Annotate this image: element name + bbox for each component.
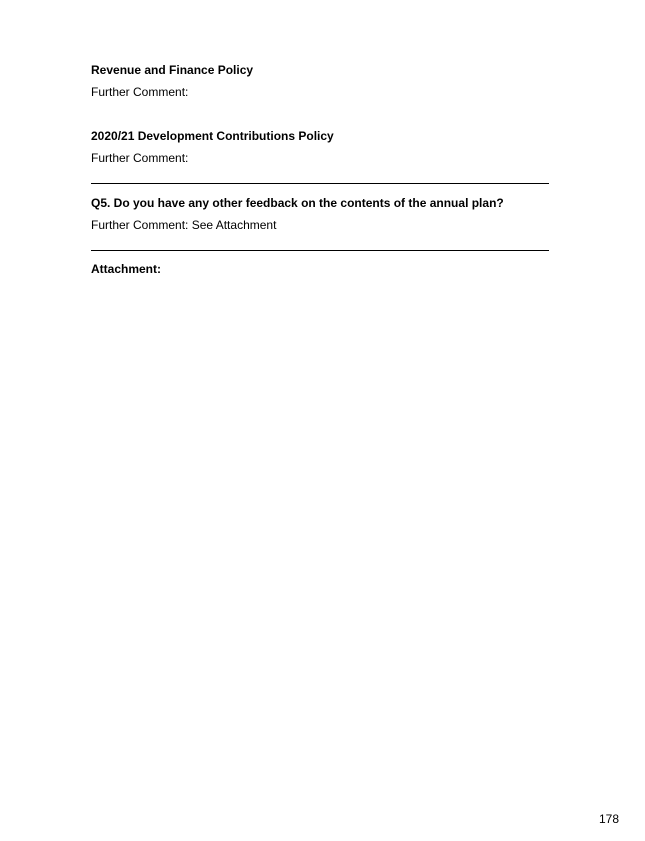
question-q5: Q5. Do you have any other feedback on the contents of the annual plan? xyxy=(91,196,504,210)
horizontal-divider xyxy=(91,183,549,184)
further-comment-revenue: Further Comment: xyxy=(91,85,189,99)
further-comment-development: Further Comment: xyxy=(91,151,189,165)
section-heading-revenue-finance-policy: Revenue and Finance Policy xyxy=(91,63,254,77)
horizontal-divider xyxy=(91,250,549,251)
page-number: 178 xyxy=(599,812,620,826)
attachment-heading: Attachment: xyxy=(91,262,162,276)
further-comment-q5: Further Comment: See Attachment xyxy=(91,218,277,232)
section-heading-development-contributions: 2020/21 Development Contributions Policy xyxy=(91,129,334,143)
